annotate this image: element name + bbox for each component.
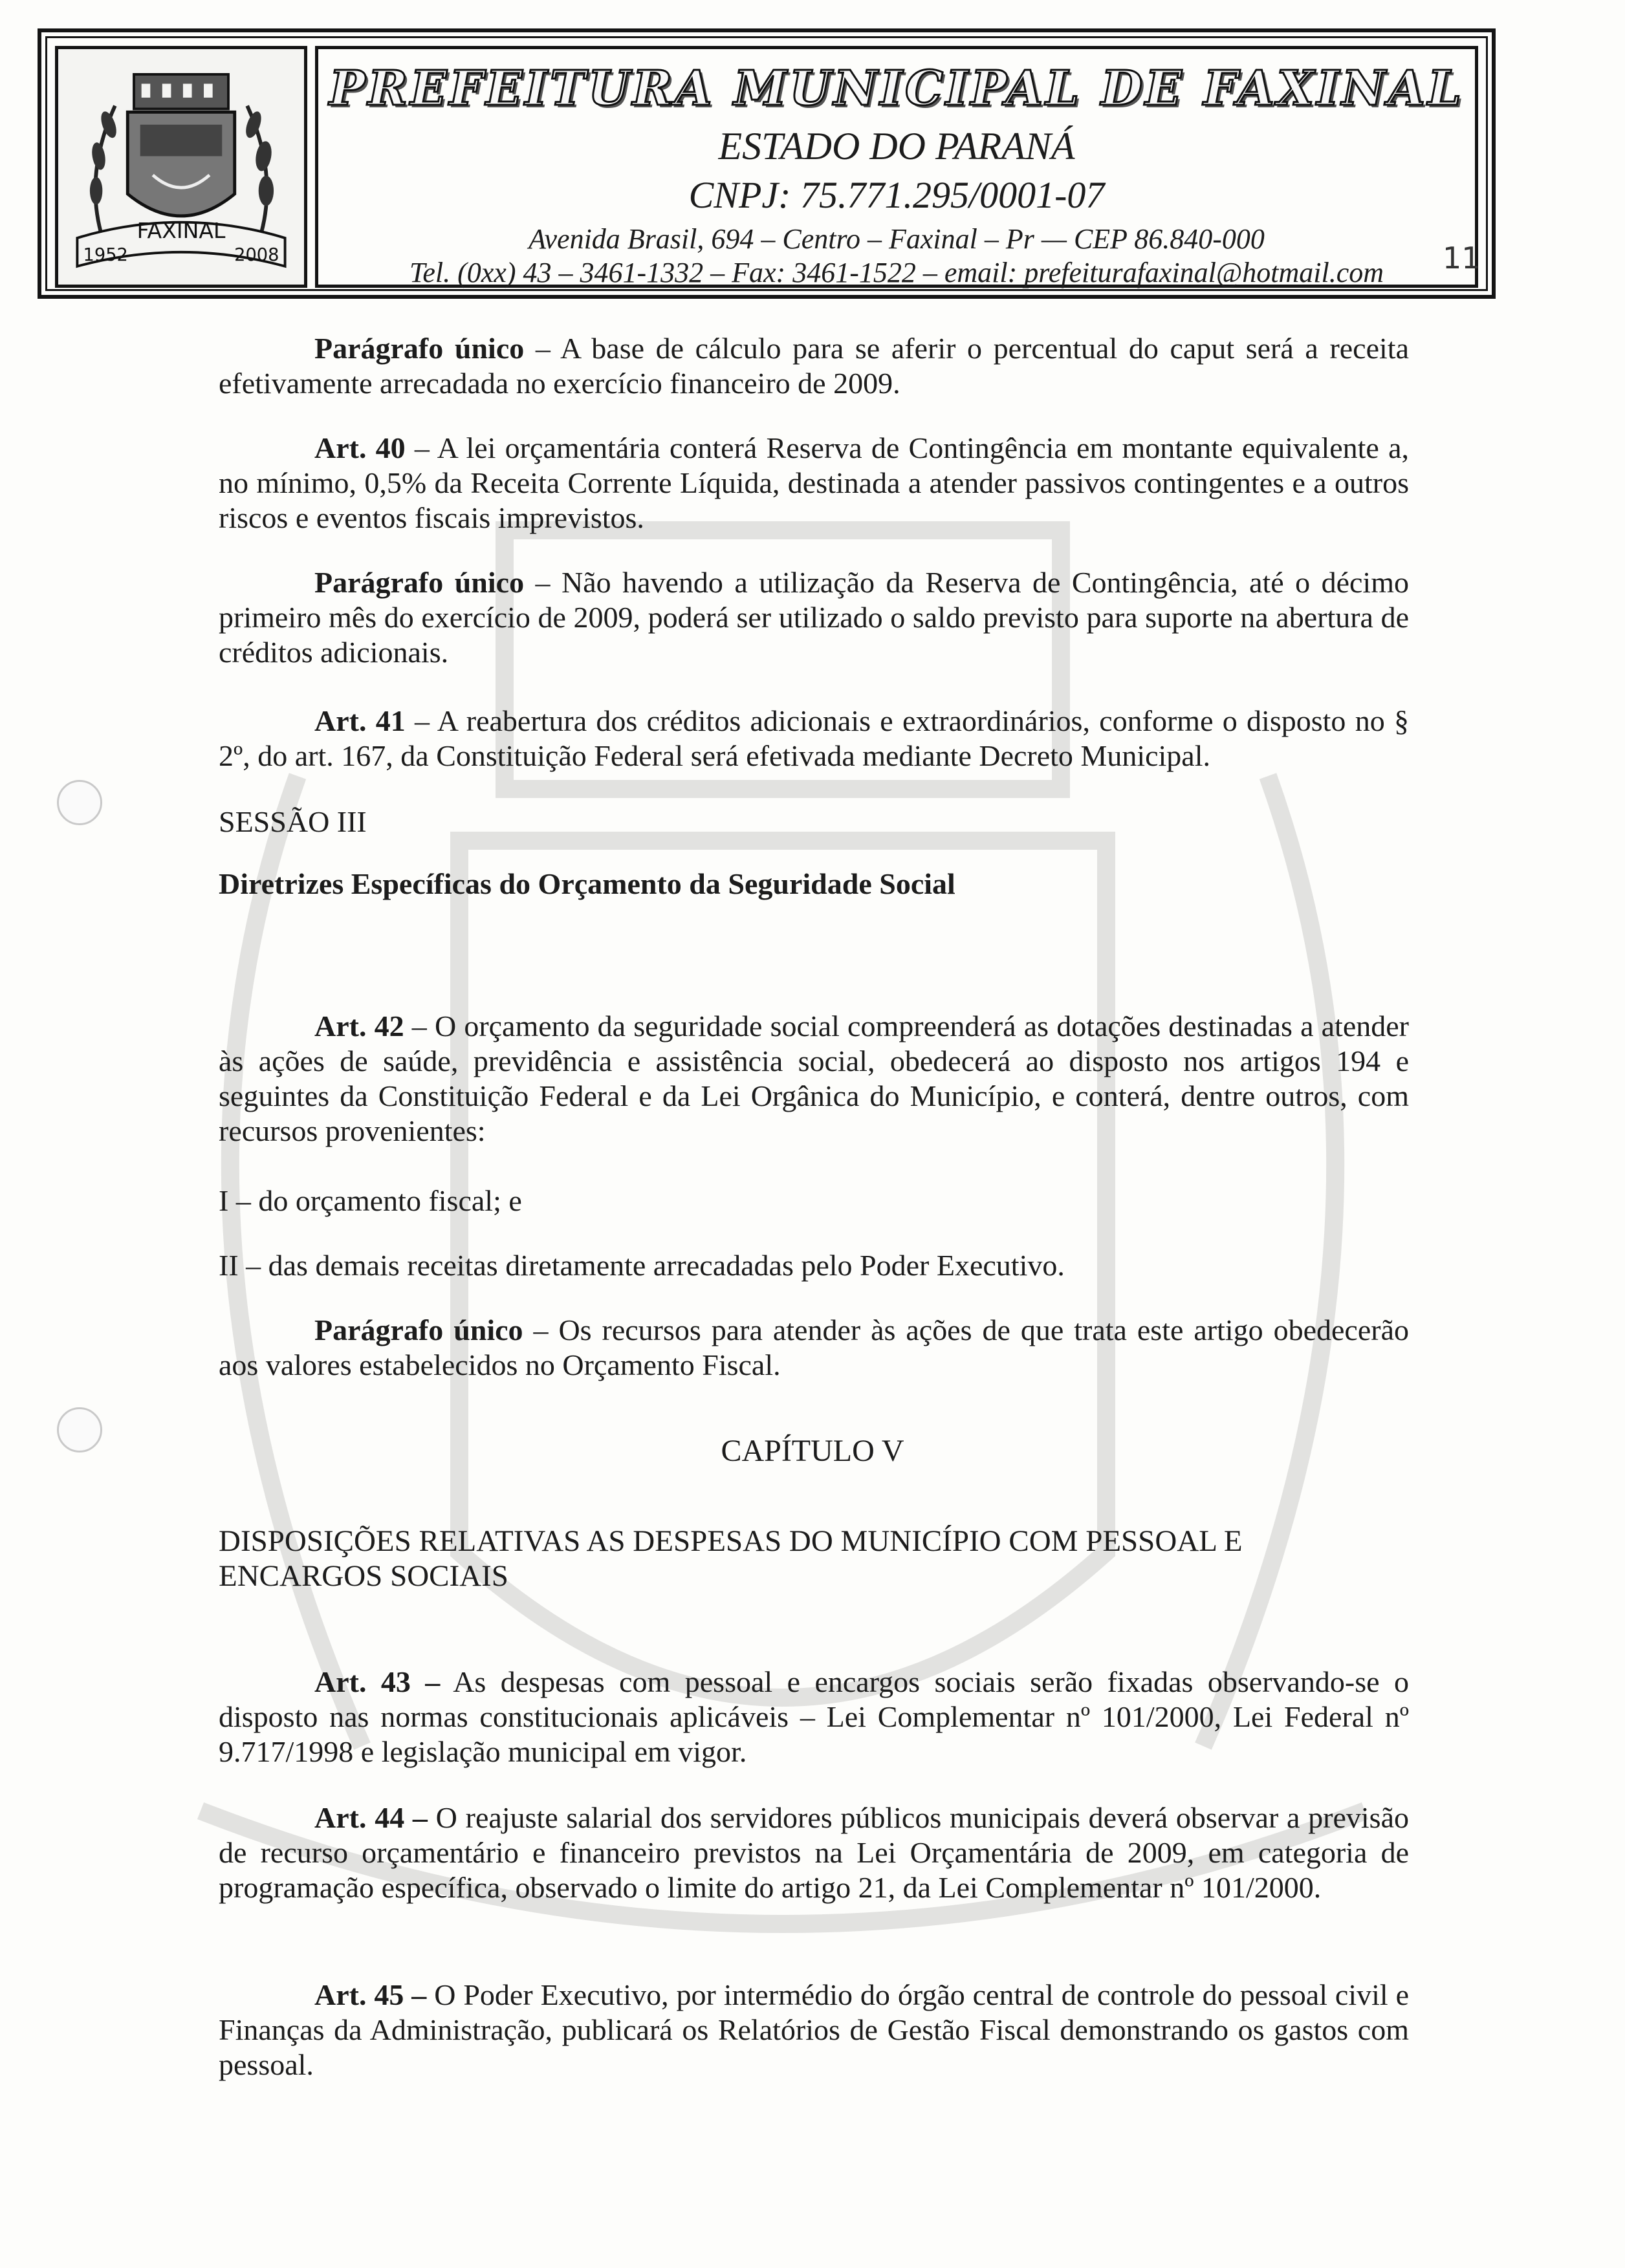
paragraph-label: Parágrafo único [314, 1313, 523, 1346]
punch-hole-top [57, 780, 102, 825]
letterhead-text-block [315, 46, 1478, 288]
crest-watermark [39, 453, 1527, 2005]
article-label: Art. 44 – [314, 1801, 428, 1834]
article-text: – O orçamento da seguridade social compreenderá as dotações destinadas a atender às ações de saúde, previdência e assistência social, obedecerá ao disposto nos artigos 194 e seguintes da Constituição Federal e da Lei Orgânica do Município, e conterá, dentre outros, com recursos provenientes: [219, 1010, 1409, 1147]
crest-name: FAXINAL [136, 217, 226, 243]
paragraph-text: – A base de cálculo para se aferir o percentual do caput será a receita efetivamente arrecadada no exercício financeiro de 2009. [219, 332, 1409, 400]
letterhead [38, 28, 1496, 299]
paragraph-sole-1 [219, 331, 1409, 401]
paragraph-sole-2 [219, 565, 1409, 670]
chapter-title: DISPOSIÇÕES RELATIVAS AS DESPESAS DO MUNICÍPIO COM PESSOAL E ENCARGOS SOCIAIS [219, 1524, 1243, 1593]
crest-icon [58, 49, 304, 285]
paragraph-label: Parágrafo único [314, 566, 525, 599]
article-text: O Poder Executivo, por intermédio do órgão central de controle do pessoal civil e Finanças da Administração, publicará os Relatórios de Gestão Fiscal demonstrando os gastos com pessoal. [219, 1978, 1409, 2081]
letterhead-inner-border [45, 36, 1488, 291]
article-40 [219, 431, 1409, 535]
article-label: Art. 42 [314, 1010, 404, 1042]
article-label: Art. 43 – [314, 1665, 441, 1698]
article-text: O reajuste salarial dos servidores públicos municipais deverá observar a previsão de recurso orçamentário e financeiro previstos na Lei Orçamentária de 2009, em categoria de programação específica, observado o limite do artigo 21, da Lei Complementar nº 101/2000. [219, 1801, 1409, 1904]
article-label: Art. 45 – [314, 1978, 427, 2011]
letterhead-address: Avenida Brasil, 694 – Centro – Faxinal – Pr — CEP 86.840-000 [529, 223, 1265, 255]
letterhead-cnpj: CNPJ: 75.771.295/0001-07 [688, 174, 1105, 216]
article-45 [219, 1978, 1409, 2082]
crest-year-right: 2008 [234, 245, 279, 266]
paragraph-text: – Não havendo a utilização da Reserva de Contingência, até o décimo primeiro mês do exercício de 2009, poderá ser utilizado o saldo previsto para suporte na abertura de créditos adicionais. [219, 566, 1409, 669]
letterhead-contact: Tel. (0xx) 43 – 3461-1332 – Fax: 3461-1522 – email: prefeiturafaxinal@hotmail.com [409, 257, 1384, 288]
paragraph-sole-3 [219, 1313, 1409, 1383]
list-item-1: I – do orçamento fiscal; e [219, 1184, 522, 1217]
paragraph-text: – Os recursos para atender às ações de que trata este artigo obedecerão aos valores estabelecidos no Orçamento Fiscal. [219, 1313, 1409, 1381]
article-43 [219, 1665, 1409, 1769]
article-label: Art. 41 [314, 704, 406, 737]
article-text: – A reabertura dos créditos adicionais e extraordinários, conforme o disposto no § 2º, do art. 167, da Constituição Federal será efetivada mediante Decreto Municipal. [219, 704, 1409, 772]
list-item-2: II – das demais receitas diretamente arrecadadas pelo Poder Executivo. [219, 1249, 1065, 1282]
article-44 [219, 1800, 1409, 1905]
handwritten-page-mark: 11 [1443, 241, 1481, 275]
letterhead-state: ESTADO DO PARANÁ [718, 125, 1075, 167]
section-heading: SESSÃO III [219, 805, 367, 838]
paragraph-label: Parágrafo único [314, 332, 525, 365]
chapter-heading: CAPÍTULO V [721, 1434, 904, 1468]
article-41 [219, 704, 1409, 773]
letterhead-title: PREFEITURA MUNICIPAL DE FAXINAL [329, 61, 1465, 116]
crest-year-left: 1952 [83, 245, 128, 266]
section-title: Diretrizes Específicas do Orçamento da Seguridade Social [219, 867, 955, 900]
article-label: Art. 40 [314, 431, 406, 464]
article-42 [219, 1009, 1409, 1149]
municipal-crest-logo [55, 46, 307, 288]
article-text: As despesas com pessoal e encargos sociais serão fixadas observando-se o disposto nas normas constitucionais aplicáveis – Lei Complementar nº 101/2000, Lei Federal nº 9.717/1998 e legislação municipal em vigor. [219, 1665, 1409, 1768]
article-text: – A lei orçamentária conterá Reserva de Contingência em montante equivalente a, no mínimo, 0,5% da Receita Corrente Líquida, destinada a atender passivos contingentes e a outros riscos e eventos fiscais imprevistos. [219, 431, 1409, 534]
